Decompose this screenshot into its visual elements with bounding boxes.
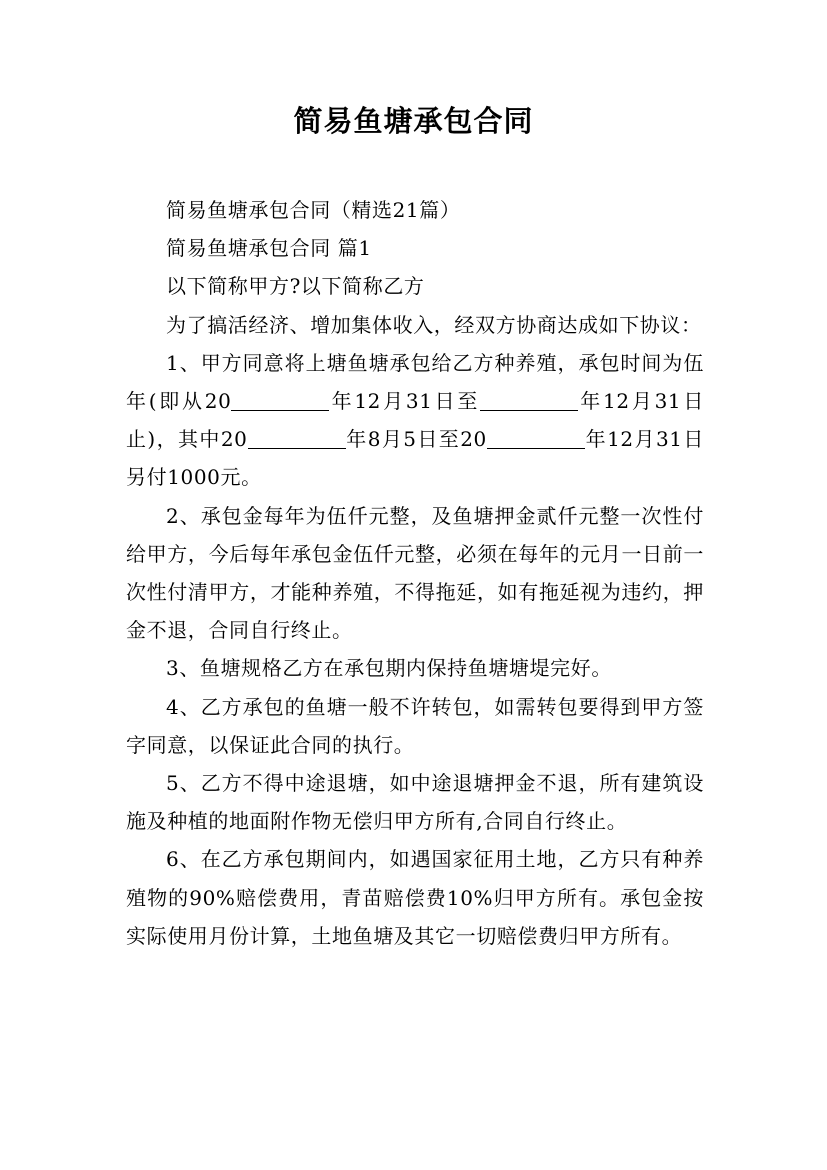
clause-6: 6、在乙方承包期间内，如遇国家征用土地，乙方只有种养殖物的90%赔偿费用，青苗赔偿费10%归甲方所有。承包金按实际使用月份计算，土地鱼塘及其它一切赔偿费归甲方所有。 [126,847,704,948]
paragraph-section-heading: 简易鱼塘承包合同 篇1 [166,236,372,261]
paragraph-preamble: 为了搞活经济、增加集体收入，经双方协商达成如下协议： [166,312,702,337]
paragraph-subtitle: 简易鱼塘承包合同（精选21篇） [166,198,461,222]
blank-year-field [480,390,578,411]
clause-4: 4、乙方承包的鱼塘一般不许转包，如需转包要得到甲方签字同意，以保证此合同的执行。 [126,694,704,757]
clause-1 [126,344,704,497]
blank-year-field [487,428,585,449]
blank-year-field [248,428,346,449]
clause-1-text-e: 年12月31日另付1000元。 [126,427,704,490]
paragraph-parties: 以下简称甲方?以下简称乙方 [166,274,425,299]
clause-3: 3、鱼塘规格乙方在承包期内保持鱼塘塘堤完好。 [166,656,612,681]
document-body [126,191,704,955]
blank-year-field [231,390,329,411]
clause-5: 5、乙方不得中途退塘，如中途退塘押金不退，所有建筑设施及种植的地面附作物无偿归甲方所有,合同自行终止。 [126,771,704,834]
clause-2: 2、承包金每年为伍仟元整，及鱼塘押金贰仟元整一次性付给甲方，今后每年承包金伍仟元整，必须在每年的元月一日前一次性付清甲方，才能种养殖，不得拖延，如有拖延视为违约，押金不退，合同自行终止。 [126,503,704,643]
clause-1-text-d: 年8月5日至20 [345,427,487,452]
clause-1-text-c: 年12月31日止)，其中20 [126,389,704,452]
clause-1-text-b: 年12月31日至 [329,389,481,414]
document-title: 简易鱼塘承包合同 [293,104,534,138]
clause-1-text-a: 1、甲方同意将上塘鱼塘承包给乙方种养殖，承包时间为伍年(即从20 [126,350,704,414]
